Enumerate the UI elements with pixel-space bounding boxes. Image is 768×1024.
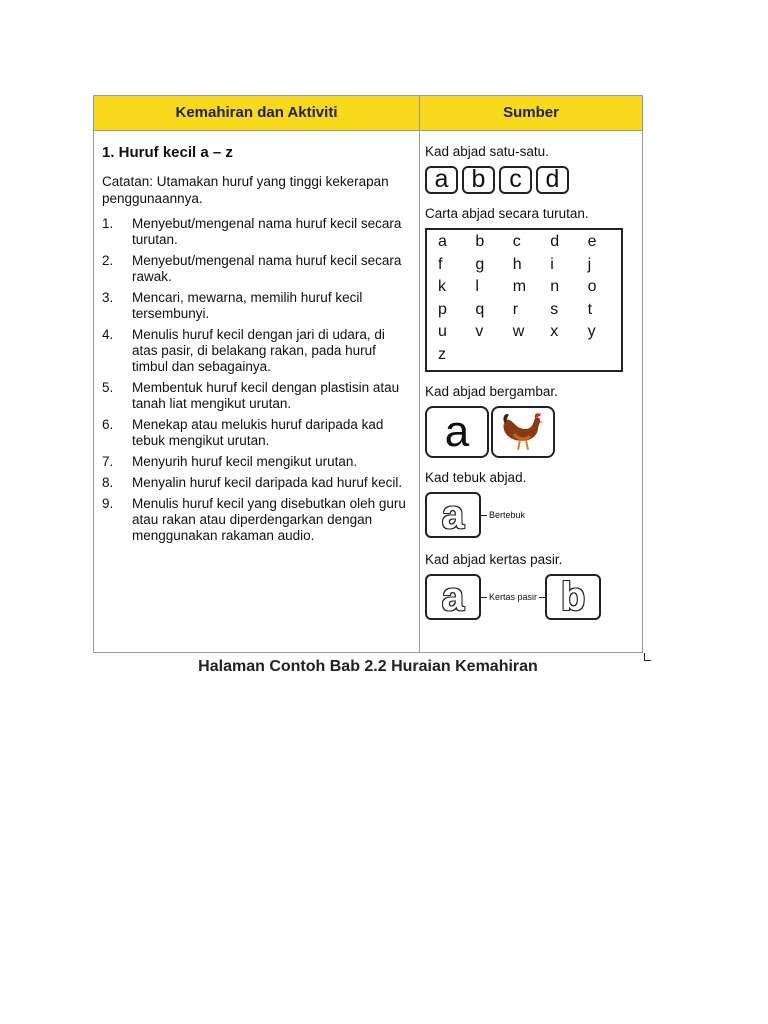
note-text: Catatan: Utamakan huruf yang tinggi kekerapan penggunaannya. [102,174,389,206]
sandpaper-card [545,574,601,620]
page-caption: Halaman Contoh Bab 2.2 Huraian Kemahiran [198,658,538,675]
letter-card: d [536,166,569,194]
skills-resources-table [93,95,643,653]
alphabet-letter: f [438,255,443,273]
stencil-card-label: Kad tebuk abjad. [425,470,527,485]
alphabet-letter: i [550,255,554,273]
alphabet-letter: q [475,300,485,318]
stencil-letter: a [441,493,465,537]
section-heading: 1. Huruf kecil a – z [102,144,233,161]
skills-column [102,144,414,549]
activity-text: Menyebut/mengenal nama huruf kecil secara rawak. [132,253,402,284]
picture-image-card [491,406,555,458]
activity-item [102,253,414,285]
alphabet-letter: x [550,323,559,340]
alphabet-letter: l [475,278,479,295]
activity-text: Menulis huruf kecil yang disebutkan oleh guru atau rakan atau diperdengarkan dengan menggunakan rakaman audio. [132,496,406,543]
single-cards-label: Kad abjad satu-satu. [425,144,549,159]
alphabet-letter: z [438,345,446,363]
sandpaper-letter: b [560,575,586,619]
activity-item [102,496,414,544]
activity-number: 1. [102,216,114,231]
column-divider [419,96,420,652]
alphabet-letter: t [587,300,593,318]
activity-text: Mencari, mewarna, memilih huruf kecil tersembunyi. [132,290,363,321]
stencil-card-row [425,492,639,538]
activity-item [102,417,414,449]
alphabet-letter: a [438,233,447,250]
alphabet-letter: c [512,233,521,250]
activity-text: Menekap atau melukis huruf daripada kad tebuk mengikut urutan. [132,417,384,448]
table-header-row [94,96,642,131]
alphabet-letter: g [475,255,485,273]
activity-number: 6. [102,417,114,432]
activity-text: Menulis huruf kecil dengan jari di udara, di atas pasir, di belakang rakan, pada huruf timbul dan sebagainya. [132,327,385,374]
callout-line [481,597,487,598]
alphabet-letter: h [512,255,522,273]
sandpaper-card [425,574,481,620]
activity-text: Menyalin huruf kecil daripada kad huruf kecil. [132,475,403,490]
alphabet-letter: s [550,300,559,318]
alphabet-letter: d [550,233,560,250]
activity-number: 4. [102,327,114,342]
alphabet-chart-label: Carta abjad secara turutan. [425,206,589,221]
alphabet-letter: n [550,278,560,295]
picture-letter-card [425,406,489,458]
alphabet-chart [425,228,623,372]
activity-item [102,475,414,491]
activity-item [102,454,414,470]
sandpaper-card-label: Kad abjad kertas pasir. [425,552,563,567]
alphabet-letter: b [475,233,485,250]
header-resources: Sumber [503,104,559,121]
alphabet-letter: w [512,323,525,340]
sandpaper-letter: a [441,575,465,619]
sandpaper-card-row [425,574,639,620]
activity-item [102,216,414,248]
activity-item [102,327,414,375]
alphabet-letter: y [587,323,596,340]
stencil-card [425,492,481,538]
alphabet-letter: j [587,255,592,273]
activity-text: Menyebut/mengenal nama huruf kecil secara turutan. [132,216,402,247]
alphabet-letter: k [438,278,446,295]
alphabet-letter: u [438,323,447,340]
letter-card: c [499,166,532,194]
activity-number: 3. [102,290,114,305]
alphabet-letter: p [438,300,447,318]
picture-card-row [425,406,639,458]
activity-text: Membentuk huruf kecil dengan plastisin atau tanah liat mengikut urutan. [132,380,400,411]
callout-line [481,515,487,516]
activity-number: 7. [102,454,114,469]
alphabet-letter: v [475,323,484,340]
picture-card-label: Kad abjad bergambar. [425,384,558,399]
rooster-icon [500,410,546,454]
activity-text: Menyurih huruf kecil mengikut urutan. [132,454,358,469]
sandpaper-callout: Kertas pasir [489,592,538,602]
header-skills-activities: Kemahiran dan Aktiviti [175,104,338,121]
activity-number: 9. [102,496,114,511]
alphabet-letter: e [587,233,597,250]
activity-list [102,216,414,544]
activity-item [102,380,414,412]
activity-item [102,290,414,322]
resources-column [425,144,639,634]
letter-card: b [462,166,495,194]
activity-number: 8. [102,475,114,490]
single-card-row [425,166,639,194]
letter-card: a [425,166,458,194]
stencil-callout: Bertebuk [489,510,526,520]
alphabet-letter: m [512,278,527,295]
activity-number: 2. [102,253,114,268]
alphabet-letter: o [587,278,597,295]
corner-mark [644,653,651,661]
picture-card-letter: a [444,407,470,456]
alphabet-letter: r [512,300,519,318]
activity-number: 5. [102,380,114,395]
